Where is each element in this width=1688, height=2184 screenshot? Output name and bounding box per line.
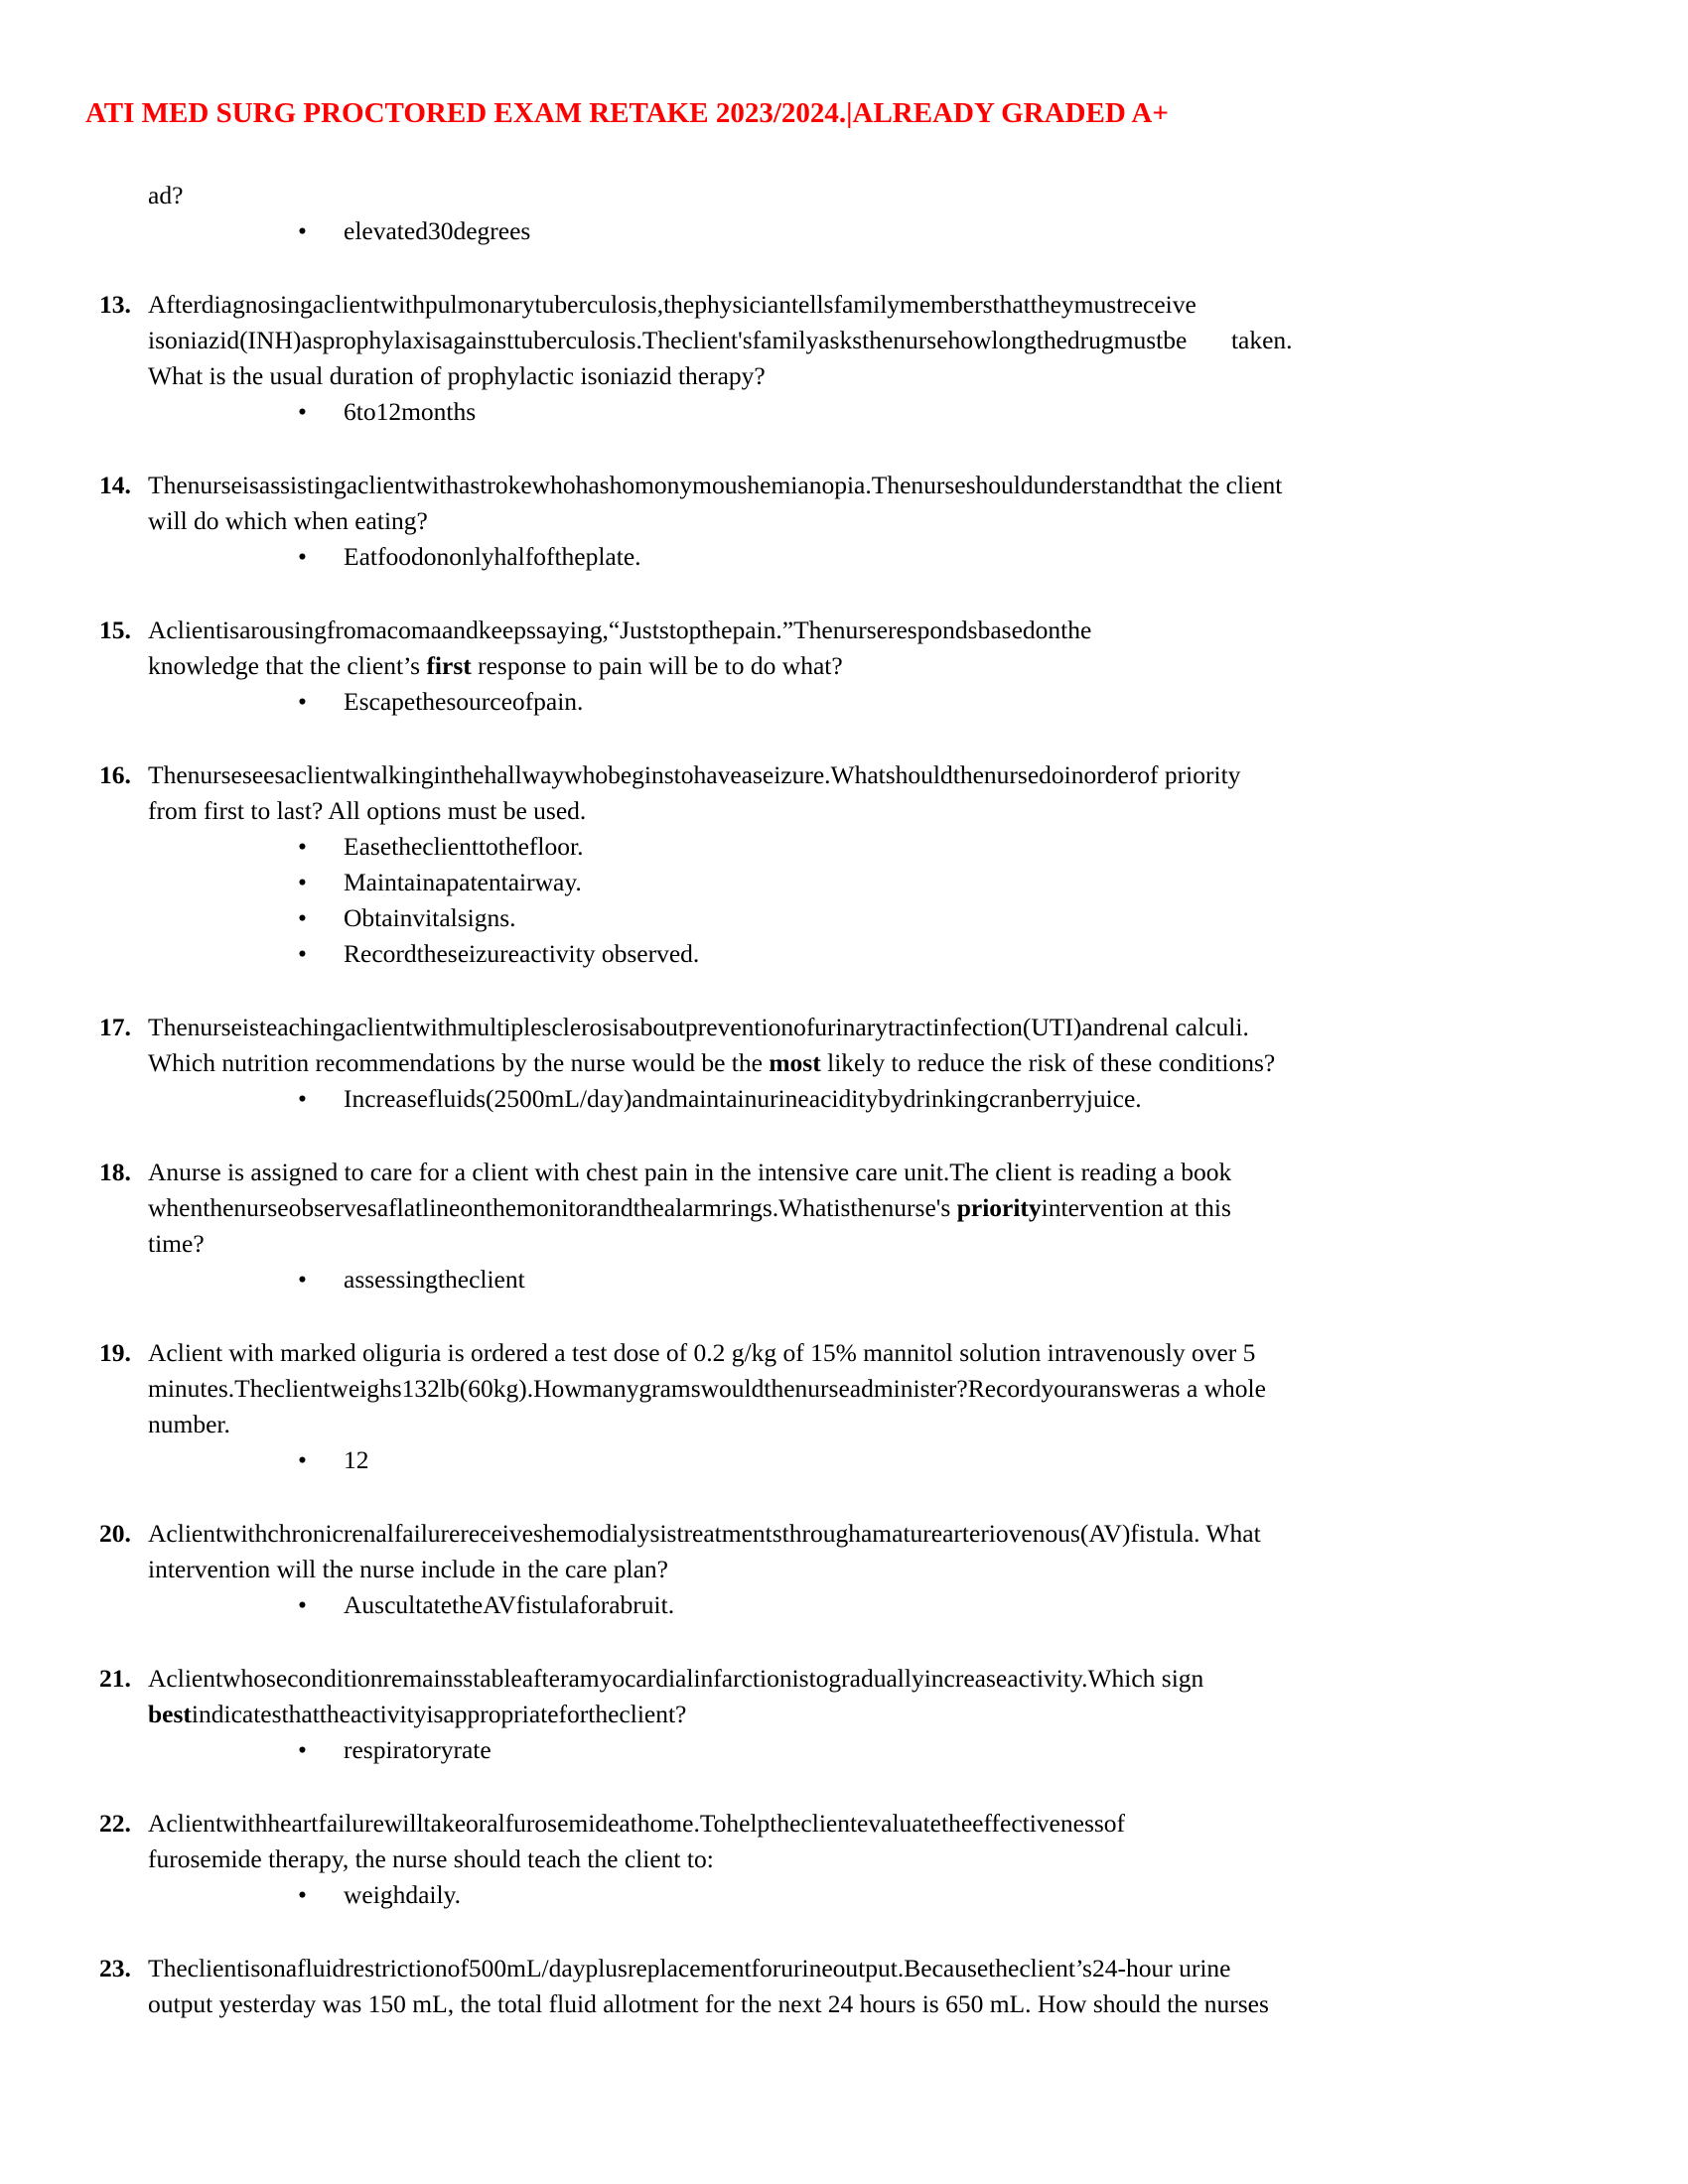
question-text-line (0, 1335, 1688, 1371)
bullet-icon: • (298, 1735, 307, 1764)
text-segment: intervention at this (1041, 1193, 1231, 1222)
question-text-line (0, 793, 1688, 829)
emphasis-text: most (769, 1048, 821, 1077)
text-segment: Aclientwithheartfailurewilltakeoralfurosemideathome.Tohelptheclientevaluatetheeffectivenessof (148, 1809, 1126, 1838)
text-segment: intervention will the nurse include in the care plan? (148, 1555, 668, 1583)
bullet-icon: • (298, 1265, 307, 1294)
answer-item (0, 900, 1688, 936)
answer-item (0, 394, 1688, 430)
question-block (0, 1155, 1688, 1297)
question-text-line (0, 648, 1688, 684)
question-number: 20. (99, 1519, 131, 1548)
text-segment: isoniazid(INH)asprophylaxisagainsttuberculosis.Theclient'sfamilyasksthenursehowlongthedrugmustbe taken. (148, 326, 1293, 354)
emphasis-text: first (426, 651, 472, 680)
text-segment: Afterdiagnosingaclientwithpulmonarytuberculosis,thephysiciantellsfamilymembersthattheymustreceive (148, 290, 1196, 319)
emphasis-text: best (148, 1700, 192, 1728)
question-text-line (0, 468, 1688, 503)
answer-item (0, 684, 1688, 720)
bullet-icon: • (298, 832, 307, 861)
question-number: 13. (99, 290, 131, 319)
question-text-line (0, 1986, 1688, 2022)
answer-item (0, 1732, 1688, 1768)
question-text-line (0, 1226, 1688, 1262)
answer-text: Recordtheseizureactivity observed. (344, 939, 700, 968)
bullet-icon: • (298, 939, 307, 968)
text-segment: Aclientwithchronicrenalfailurereceiveshemodialysistreatmentsthroughamaturearteriovenous(AV)fistula. What (148, 1519, 1261, 1548)
bullet-icon: • (298, 1084, 307, 1113)
answer-text: Easetheclienttothefloor. (344, 832, 584, 861)
answer-text: assessingtheclient (344, 1265, 525, 1294)
question-block (0, 757, 1688, 972)
question-number: 16. (99, 760, 131, 789)
question-text-line (0, 178, 1688, 213)
text-segment: Theclientisonafluidrestrictionof500mL/dayplusreplacementforurineoutput.Becausetheclient’s24-hour urine (148, 1954, 1231, 1982)
question-text-line (0, 1697, 1688, 1732)
question-text-line (0, 1155, 1688, 1190)
question-text-line (0, 1842, 1688, 1877)
question-block (0, 1951, 1688, 2022)
text-segment: Aclient with marked oliguria is ordered a test dose of 0.2 g/kg of 15% mannitol solution intravenously over 5 (148, 1338, 1256, 1367)
question-text-line (0, 613, 1688, 648)
document-header-title: ATI MED SURG PROCTORED EXAM RETAKE 2023/2024.|ALREADY GRADED A+ (85, 97, 1169, 129)
question-text-line (0, 1010, 1688, 1045)
question-number: 14. (99, 471, 131, 499)
question-number: 18. (99, 1158, 131, 1186)
bullet-icon: • (298, 687, 307, 716)
question-block (0, 1661, 1688, 1768)
answer-text: respiratoryrate (344, 1735, 492, 1764)
answer-item (0, 829, 1688, 865)
bullet-icon: • (298, 903, 307, 932)
text-segment: number. (148, 1410, 230, 1438)
text-segment: Thenurseisteachingaclientwithmultiplesclerosisaboutpreventionofurinarytractinfection(UTI)andrenal calculi. (148, 1013, 1249, 1041)
text-segment: from first to last? All options must be used. (148, 796, 587, 825)
bullet-icon: • (298, 1445, 307, 1474)
text-segment: What is the usual duration of prophylactic isoniazid therapy? (148, 361, 766, 390)
answer-item (0, 865, 1688, 900)
question-block (0, 1806, 1688, 1913)
bullet-icon: • (298, 397, 307, 426)
question-text-line (0, 358, 1688, 394)
question-text-line (0, 1806, 1688, 1842)
question-text-line (0, 1371, 1688, 1407)
answer-item (0, 936, 1688, 972)
text-segment: Anurse is assigned to care for a client with chest pain in the intensive care unit.The client is reading a book (148, 1158, 1232, 1186)
bullet-icon: • (298, 1590, 307, 1619)
text-segment: time? (148, 1229, 205, 1258)
question-block (0, 468, 1688, 575)
answer-text: elevated30degrees (344, 216, 531, 245)
text-segment: output yesterday was 150 mL, the total fluid allotment for the next 24 hours is 650 mL. How should the nurses (148, 1989, 1269, 2018)
answer-item (0, 1081, 1688, 1117)
text-segment: indicatesthattheactivityisappropriatefortheclient? (191, 1700, 687, 1728)
answer-text: Obtainvitalsigns. (344, 903, 516, 932)
text-segment: ad? (148, 181, 184, 209)
question-text-line (0, 323, 1688, 358)
text-segment: furosemide therapy, the nurse should teach the client to: (148, 1844, 714, 1873)
question-block (0, 613, 1688, 720)
question-text-line (0, 1951, 1688, 1986)
text-segment: will do which when eating? (148, 506, 428, 535)
question-block (0, 1516, 1688, 1623)
question-number: 21. (99, 1664, 131, 1693)
question-text-line (0, 1516, 1688, 1552)
continuation-block (0, 178, 1688, 249)
question-number: 19. (99, 1338, 131, 1367)
answer-text: Maintainapatentairway. (344, 868, 582, 896)
text-segment: knowledge that the client’s (148, 651, 427, 680)
question-text-line (0, 1190, 1688, 1226)
question-text-line (0, 1045, 1688, 1081)
bullet-icon: • (298, 216, 307, 245)
answer-text: 12 (344, 1445, 369, 1474)
bullet-icon: • (298, 542, 307, 571)
question-block (0, 1335, 1688, 1478)
answer-text: AuscultatetheAVfistulaforabruit. (344, 1590, 675, 1619)
answer-text: Eatfoodononlyhalfoftheplate. (344, 542, 641, 571)
text-segment: Aclientwhoseconditionremainsstableafteramyocardialinfarctionistograduallyincreaseactivity.Which sign (148, 1664, 1204, 1693)
question-number: 17. (99, 1013, 131, 1041)
question-text-line (0, 1552, 1688, 1587)
text-segment: response to pain will be to do what? (471, 651, 843, 680)
answer-text: 6to12months (344, 397, 477, 426)
answer-item (0, 539, 1688, 575)
question-text-line (0, 287, 1688, 323)
text-segment: Aclientisarousingfromacomaandkeepssaying,“Juststopthepain.”Thenurserespondsbasedonthe (148, 615, 1092, 644)
question-number: 23. (99, 1954, 131, 1982)
bullet-icon: • (298, 868, 307, 896)
answer-item (0, 1587, 1688, 1623)
question-text-line (0, 757, 1688, 793)
question-block (0, 287, 1688, 430)
answer-text: weighdaily. (344, 1880, 462, 1909)
question-number: 15. (99, 615, 131, 644)
answer-text: Escapethesourceofpain. (344, 687, 584, 716)
text-segment: Which nutrition recommendations by the nurse would be the (148, 1048, 770, 1077)
answer-item (0, 1877, 1688, 1913)
text-segment: Thenurseseesaclientwalkinginthehallwaywhobeginstohaveaseizure.Whatshouldthenursedoinorderof priority (148, 760, 1241, 789)
answer-item (0, 1262, 1688, 1297)
question-text-line (0, 1407, 1688, 1442)
bullet-icon: • (298, 1880, 307, 1909)
document-body (0, 178, 1688, 2022)
text-segment: likely to reduce the risk of these conditions? (820, 1048, 1276, 1077)
text-segment: Thenurseisassistingaclientwithastrokewhohashomonymoushemianopia.Thenurseshouldunderstandthat the client (148, 471, 1283, 499)
answer-item (0, 1442, 1688, 1478)
question-text-line (0, 503, 1688, 539)
question-number: 22. (99, 1809, 131, 1838)
question-text-line (0, 1661, 1688, 1697)
answer-item (0, 213, 1688, 249)
text-segment: whenthenurseobservesaflatlineonthemonitorandthealarmrings.Whatisthenurse's (148, 1193, 957, 1222)
text-segment: minutes.Theclientweighs132lb(60kg).Howmanygramswouldthenurseadminister?Recordyouransweras a whole (148, 1374, 1266, 1403)
answer-text: Increasefluids(2500mL/day)andmaintainurineaciditybydrinkingcranberryjuice. (344, 1084, 1142, 1113)
question-block (0, 1010, 1688, 1117)
emphasis-text: priority (956, 1193, 1042, 1222)
